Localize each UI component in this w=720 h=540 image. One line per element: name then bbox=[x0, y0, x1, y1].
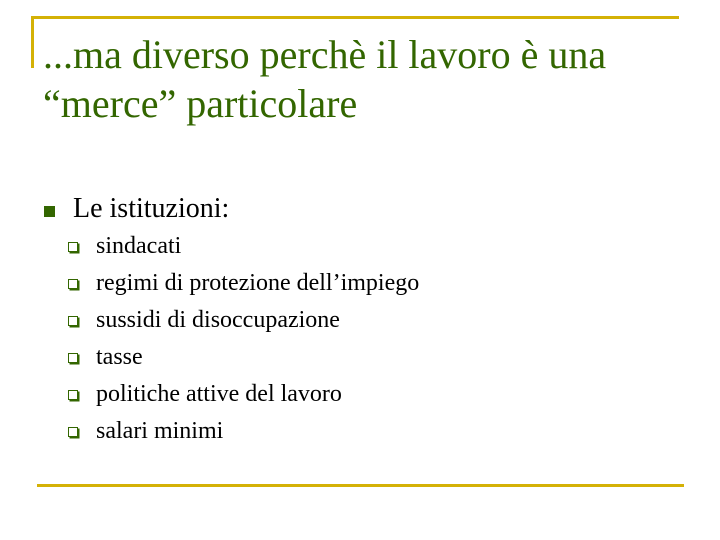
main-bullet-text: Le istituzioni: bbox=[73, 193, 230, 224]
sub-bullet-text: sindacati bbox=[96, 233, 182, 259]
top-border-line bbox=[31, 16, 679, 19]
hollow-square-bullet-icon bbox=[68, 427, 78, 437]
slide-title: ...ma diverso perchè il lavoro è una “merce” particolare bbox=[43, 32, 607, 126]
sub-bullet-text: sussidi di disoccupazione bbox=[96, 307, 340, 333]
filled-square-bullet-icon bbox=[44, 206, 55, 217]
left-border-line bbox=[31, 16, 34, 68]
sub-bullet-text: politiche attive del lavoro bbox=[96, 381, 342, 407]
sub-bullet-text: tasse bbox=[96, 344, 143, 370]
sub-bullet-text: regimi di protezione dell’impiego bbox=[96, 270, 420, 296]
hollow-square-bullet-icon bbox=[68, 242, 78, 252]
hollow-square-bullet-icon bbox=[68, 390, 78, 400]
hollow-square-bullet-icon bbox=[68, 316, 78, 326]
sub-bullet-text: salari minimi bbox=[96, 418, 224, 444]
hollow-square-bullet-icon bbox=[68, 353, 78, 363]
bottom-border-line bbox=[37, 484, 684, 487]
hollow-square-bullet-icon bbox=[68, 279, 78, 289]
